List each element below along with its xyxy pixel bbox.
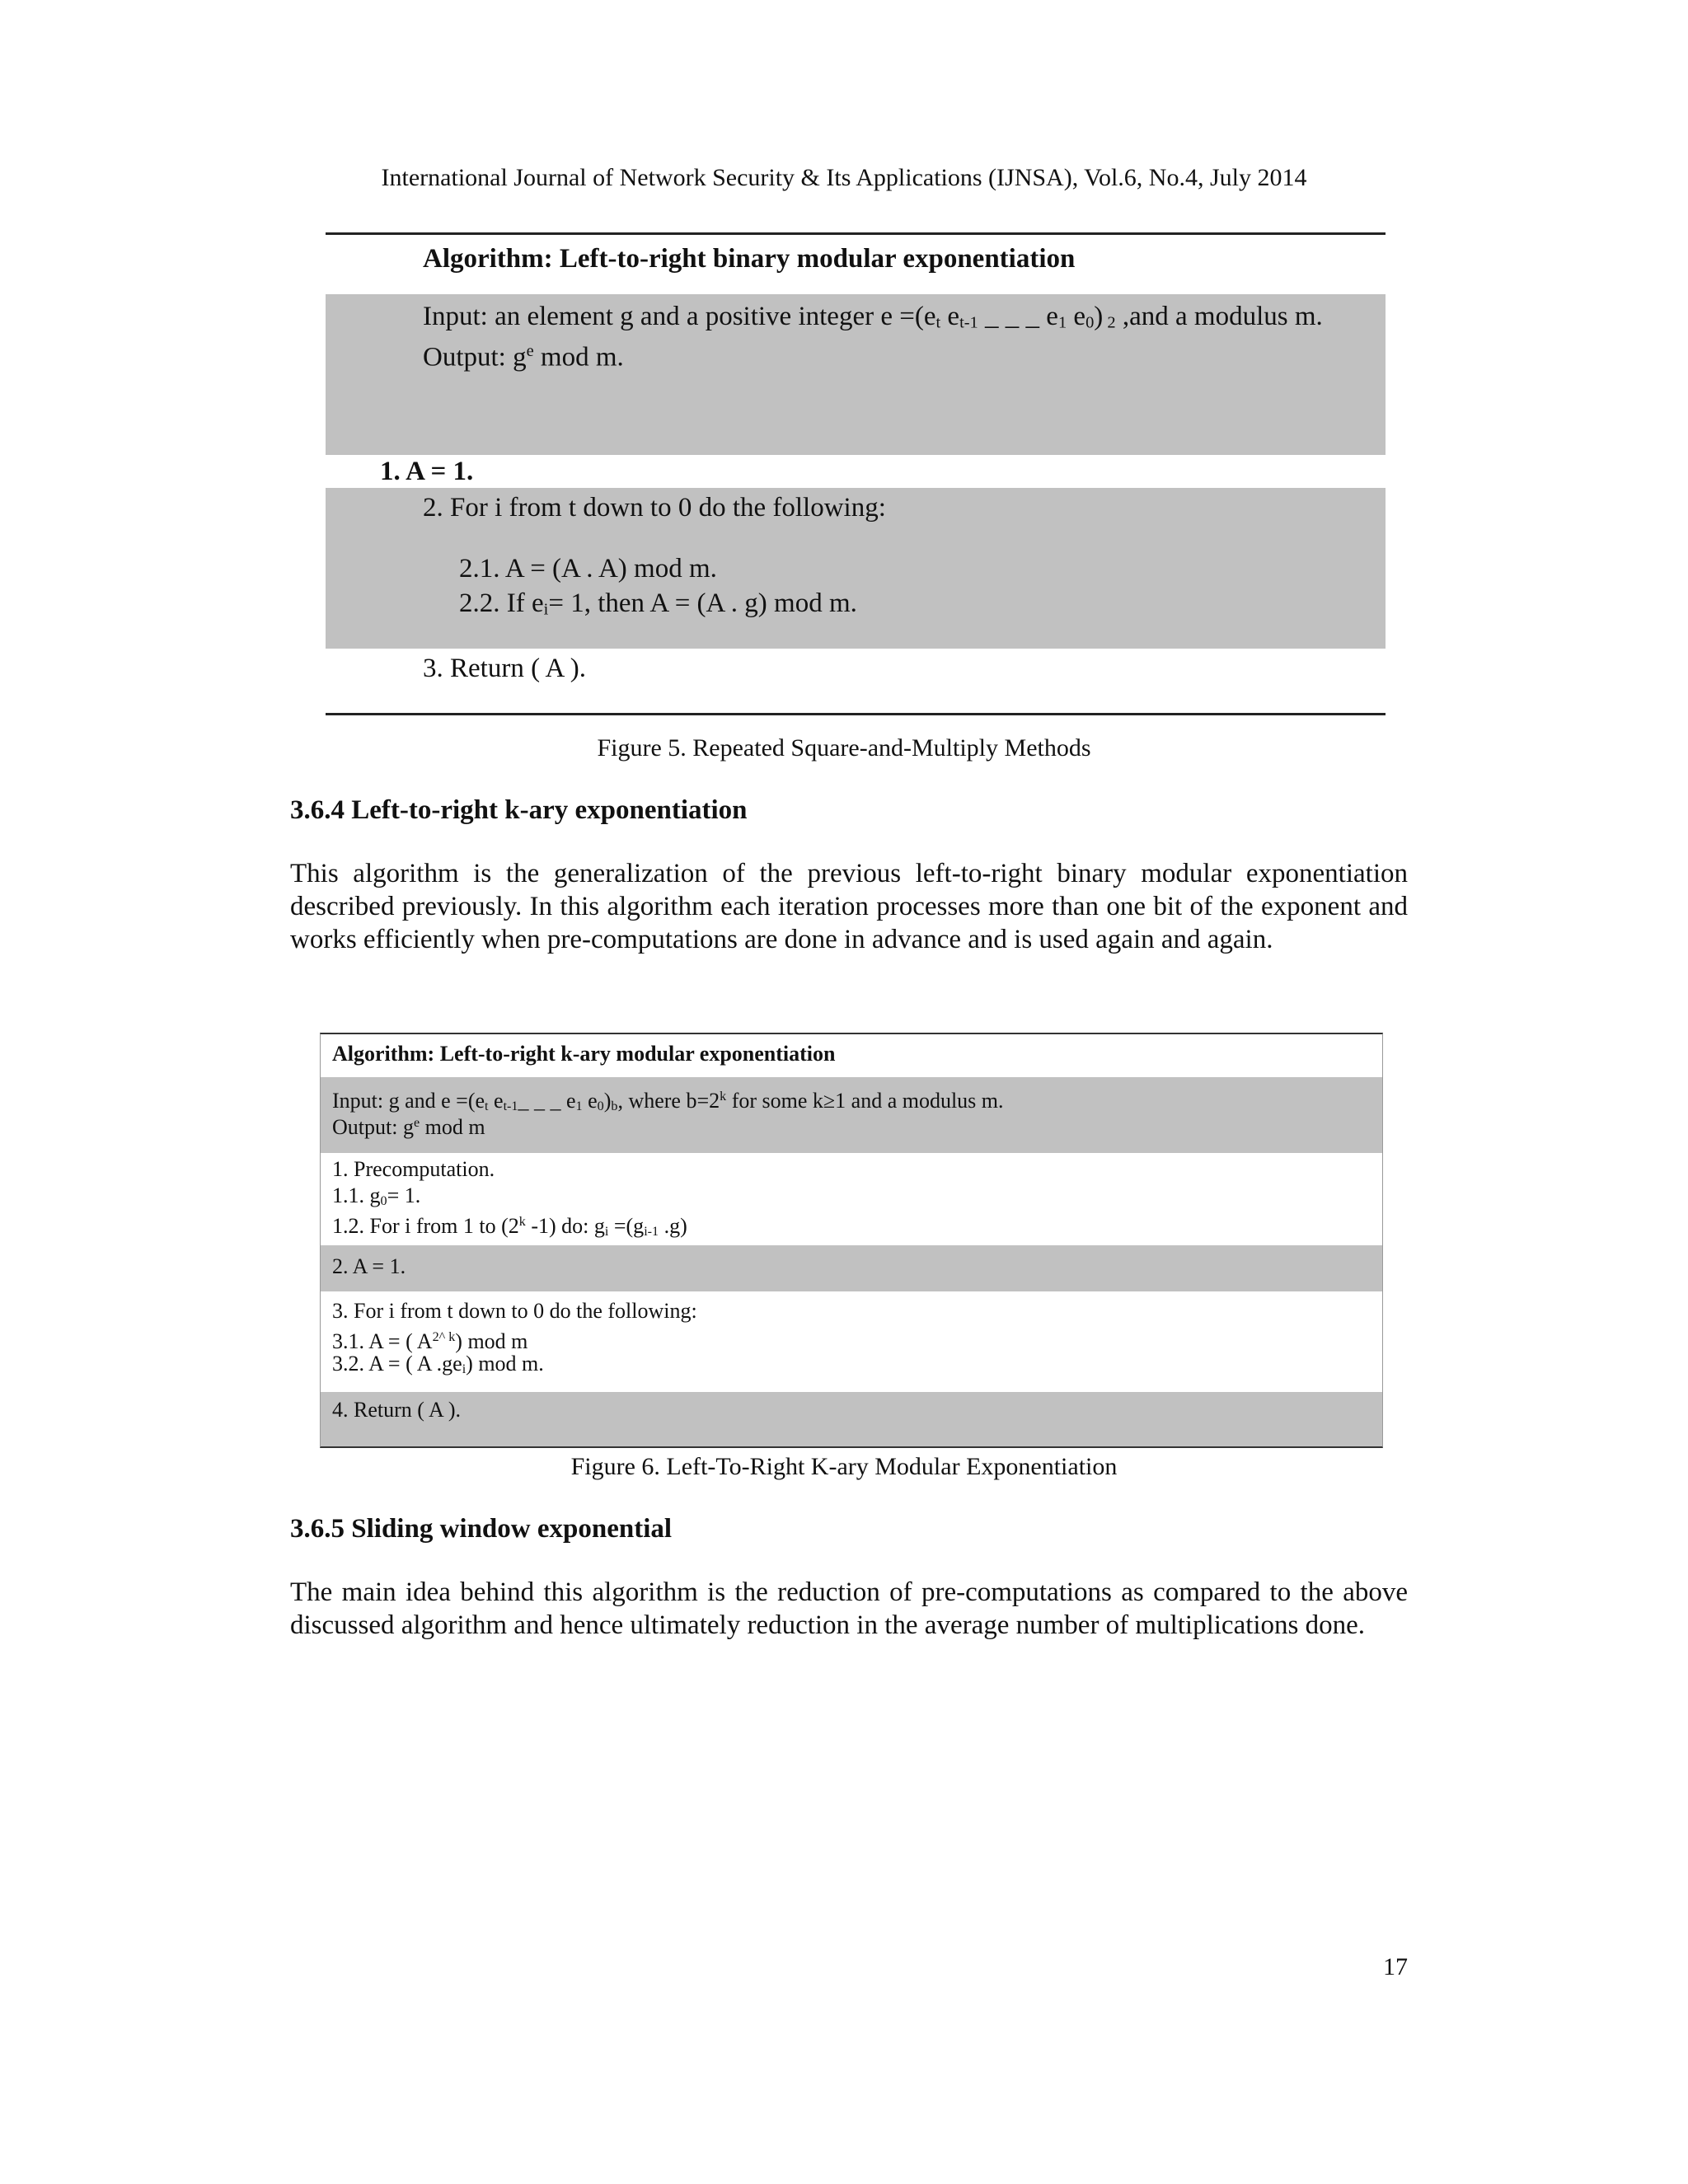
fig5-step-3: 3. Return ( A ). bbox=[423, 654, 586, 683]
fig6-step-3: 3. For i from t down to 0 do the following: bbox=[332, 1299, 697, 1323]
fig6-step-2: 2. A = 1. bbox=[332, 1254, 406, 1278]
fig6-step-1-1: 1.1. $g_0= 1$. bbox=[332, 1183, 421, 1208]
fig6-step2-band bbox=[321, 1245, 1382, 1291]
fig5-step-2-2: 2.2. If $e_i= 1$, then A = (A . g) mod m. bbox=[459, 588, 857, 619]
figure-6-caption: Figure 6. Left-To-Right K-ary Modular Exponentiation bbox=[570, 1453, 1118, 1480]
section-3-6-4-heading: 3.6.4 Left-to-right k-ary exponentiation bbox=[290, 795, 748, 825]
fig5-input-line: Input: an element g and a positive integer $e =(e_t$ $e_{t-1}$ _ _ _ $e_1$ $e_0$) $_2$ ,and a modulus m. bbox=[423, 302, 1323, 332]
fig5-output-line: Output: $g^e$ mod m. bbox=[423, 342, 624, 373]
fig6-step-3-2: 3.2. A = ( A $.ge_i$) mod m. bbox=[332, 1352, 544, 1376]
fig6-step4-band bbox=[321, 1392, 1382, 1446]
section-3-6-4-paragraph: This algorithm is the generalization of the previous left-to-right binary modular exponentiation described previously. In this algorithm each iteration processes more than one bit of the exponent and works efficiently when pre-computations are done in advance and is used again and again. bbox=[290, 859, 1408, 954]
section-3-6-5-paragraph: The main idea behind this algorithm is the reduction of pre-computations as compared to the above discussed algorithm and hence ultimately reduction in the average number of multiplications done. bbox=[290, 1577, 1408, 1640]
fig5-step-1: 1. A = 1. bbox=[380, 457, 474, 486]
running-header: International Journal of Network Security & Its Applications (IJNSA), Vol.6, No.4, July 2014 bbox=[381, 164, 1307, 191]
page-number: 17 bbox=[1383, 1953, 1408, 1980]
section-3-6-5-heading: 3.6.5 Sliding window exponential bbox=[290, 1514, 673, 1544]
figure-5-algorithm-box bbox=[326, 232, 1386, 715]
fig6-step-1-2: 1.2. For i from 1 to (2$^k$ -1) do: $g_i =(g_{i-1}$ .g) bbox=[332, 1213, 687, 1239]
figure-6-algorithm-box bbox=[320, 1033, 1383, 1448]
fig5-title: Algorithm: Left-to-right binary modular exponentiation bbox=[423, 244, 1076, 274]
fig5-step-2: 2. For i from t down to 0 do the following: bbox=[423, 493, 886, 523]
fig6-step-3-1: 3.1. A = ( $A^{2\^{} k}$) mod m bbox=[332, 1329, 528, 1353]
fig5-step-2-1: 2.1. A = (A . A) mod m. bbox=[459, 554, 717, 583]
figure-5-caption: Figure 5. Repeated Square-and-Multiply Methods bbox=[597, 734, 1091, 762]
fig6-step-1: 1. Precomputation. bbox=[332, 1157, 495, 1181]
fig6-output-line: Output: $g^e$ mod m bbox=[332, 1114, 485, 1139]
fig6-input-line: Input: g and $e =(e_t$ $e_{t-1}\_$ _ _ $e_1$ $e_0)_b$, where $b=2^k$ for some k≥1 and a modulus m. bbox=[332, 1088, 1004, 1113]
fig6-title: Algorithm: Left-to-right k-ary modular exponentiation bbox=[332, 1042, 836, 1066]
fig6-step-4: 4. Return ( A ). bbox=[332, 1398, 461, 1422]
